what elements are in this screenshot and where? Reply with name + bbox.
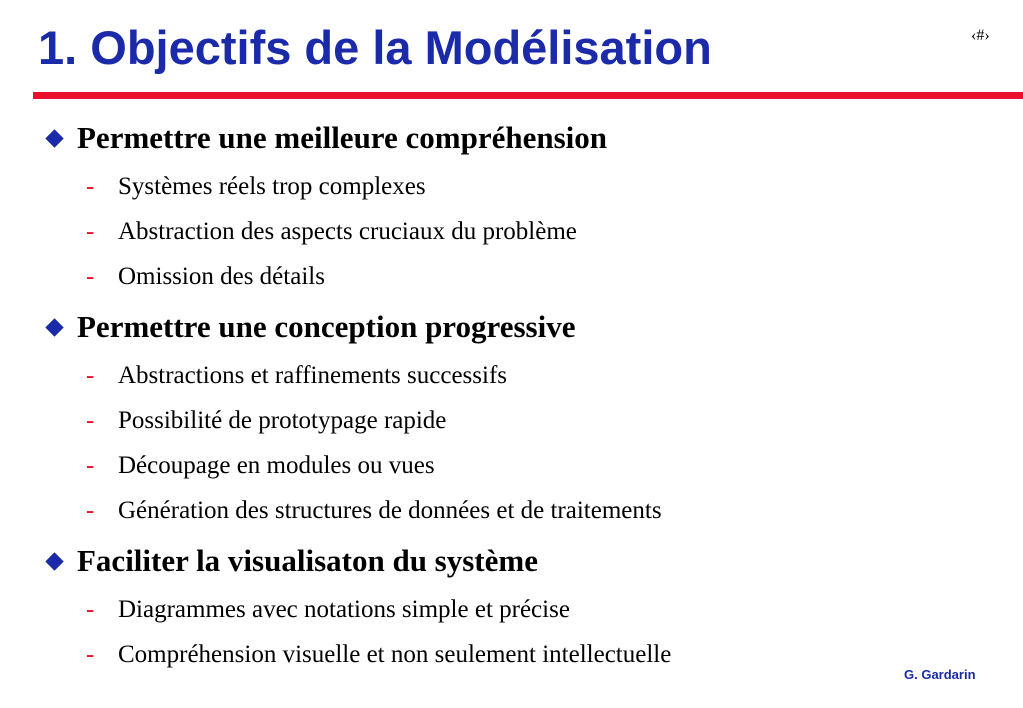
sub-bullet-text: Diagrammes avec notations simple et précise (118, 596, 570, 623)
sub-bullet-text: Abstraction des aspects cruciaux du problème (118, 218, 577, 245)
author-credit: G. Gardarin (904, 667, 976, 682)
sub-bullet-text: Découpage en modules ou vues (118, 452, 435, 479)
diamond-bullet-icon (45, 129, 63, 147)
main-bullet-text: Faciliter la visualisaton du système (77, 543, 538, 578)
dash-bullet: - (86, 452, 95, 479)
main-bullet (45, 307, 575, 347)
sub-bullet-text: Compréhension visuelle et non seulement intellectuelle (118, 641, 672, 668)
page-number: ‹#› (971, 27, 990, 44)
sub-bullet (86, 638, 671, 672)
main-bullet (45, 118, 607, 158)
dash-bullet: - (86, 218, 95, 245)
slide-title: 1. Objectifs de la Modélisation (38, 21, 712, 74)
dash-bullet: - (86, 263, 95, 290)
sub-bullet (86, 449, 435, 483)
diamond-bullet-icon (45, 552, 63, 570)
sub-bullet-text: Possibilité de prototypage rapide (118, 407, 447, 434)
diamond-bullet-icon (45, 318, 63, 336)
main-bullet-text: Permettre une meilleure compréhension (77, 120, 608, 155)
sub-bullet-text: Abstractions et raffinements successifs (118, 362, 508, 389)
sub-bullet (86, 593, 570, 627)
dash-bullet: - (86, 497, 95, 524)
dash-bullet: - (86, 362, 95, 389)
sub-bullet (86, 170, 426, 204)
dash-bullet: - (86, 407, 95, 434)
dash-bullet: - (86, 596, 95, 623)
sub-bullet (86, 494, 662, 528)
sub-bullet (86, 404, 446, 438)
sub-bullet-text: Génération des structures de données et de traitements (118, 497, 662, 524)
sub-bullet (86, 359, 507, 393)
main-bullet-text: Permettre une conception progressive (77, 309, 576, 344)
sub-bullet-text: Omission des détails (118, 263, 325, 290)
dash-bullet: - (86, 173, 95, 200)
sub-bullet-text: Systèmes réels trop complexes (118, 173, 426, 200)
sub-bullet (86, 260, 325, 294)
sub-bullet (86, 215, 577, 249)
main-bullet (45, 541, 538, 581)
dash-bullet: - (86, 641, 95, 668)
